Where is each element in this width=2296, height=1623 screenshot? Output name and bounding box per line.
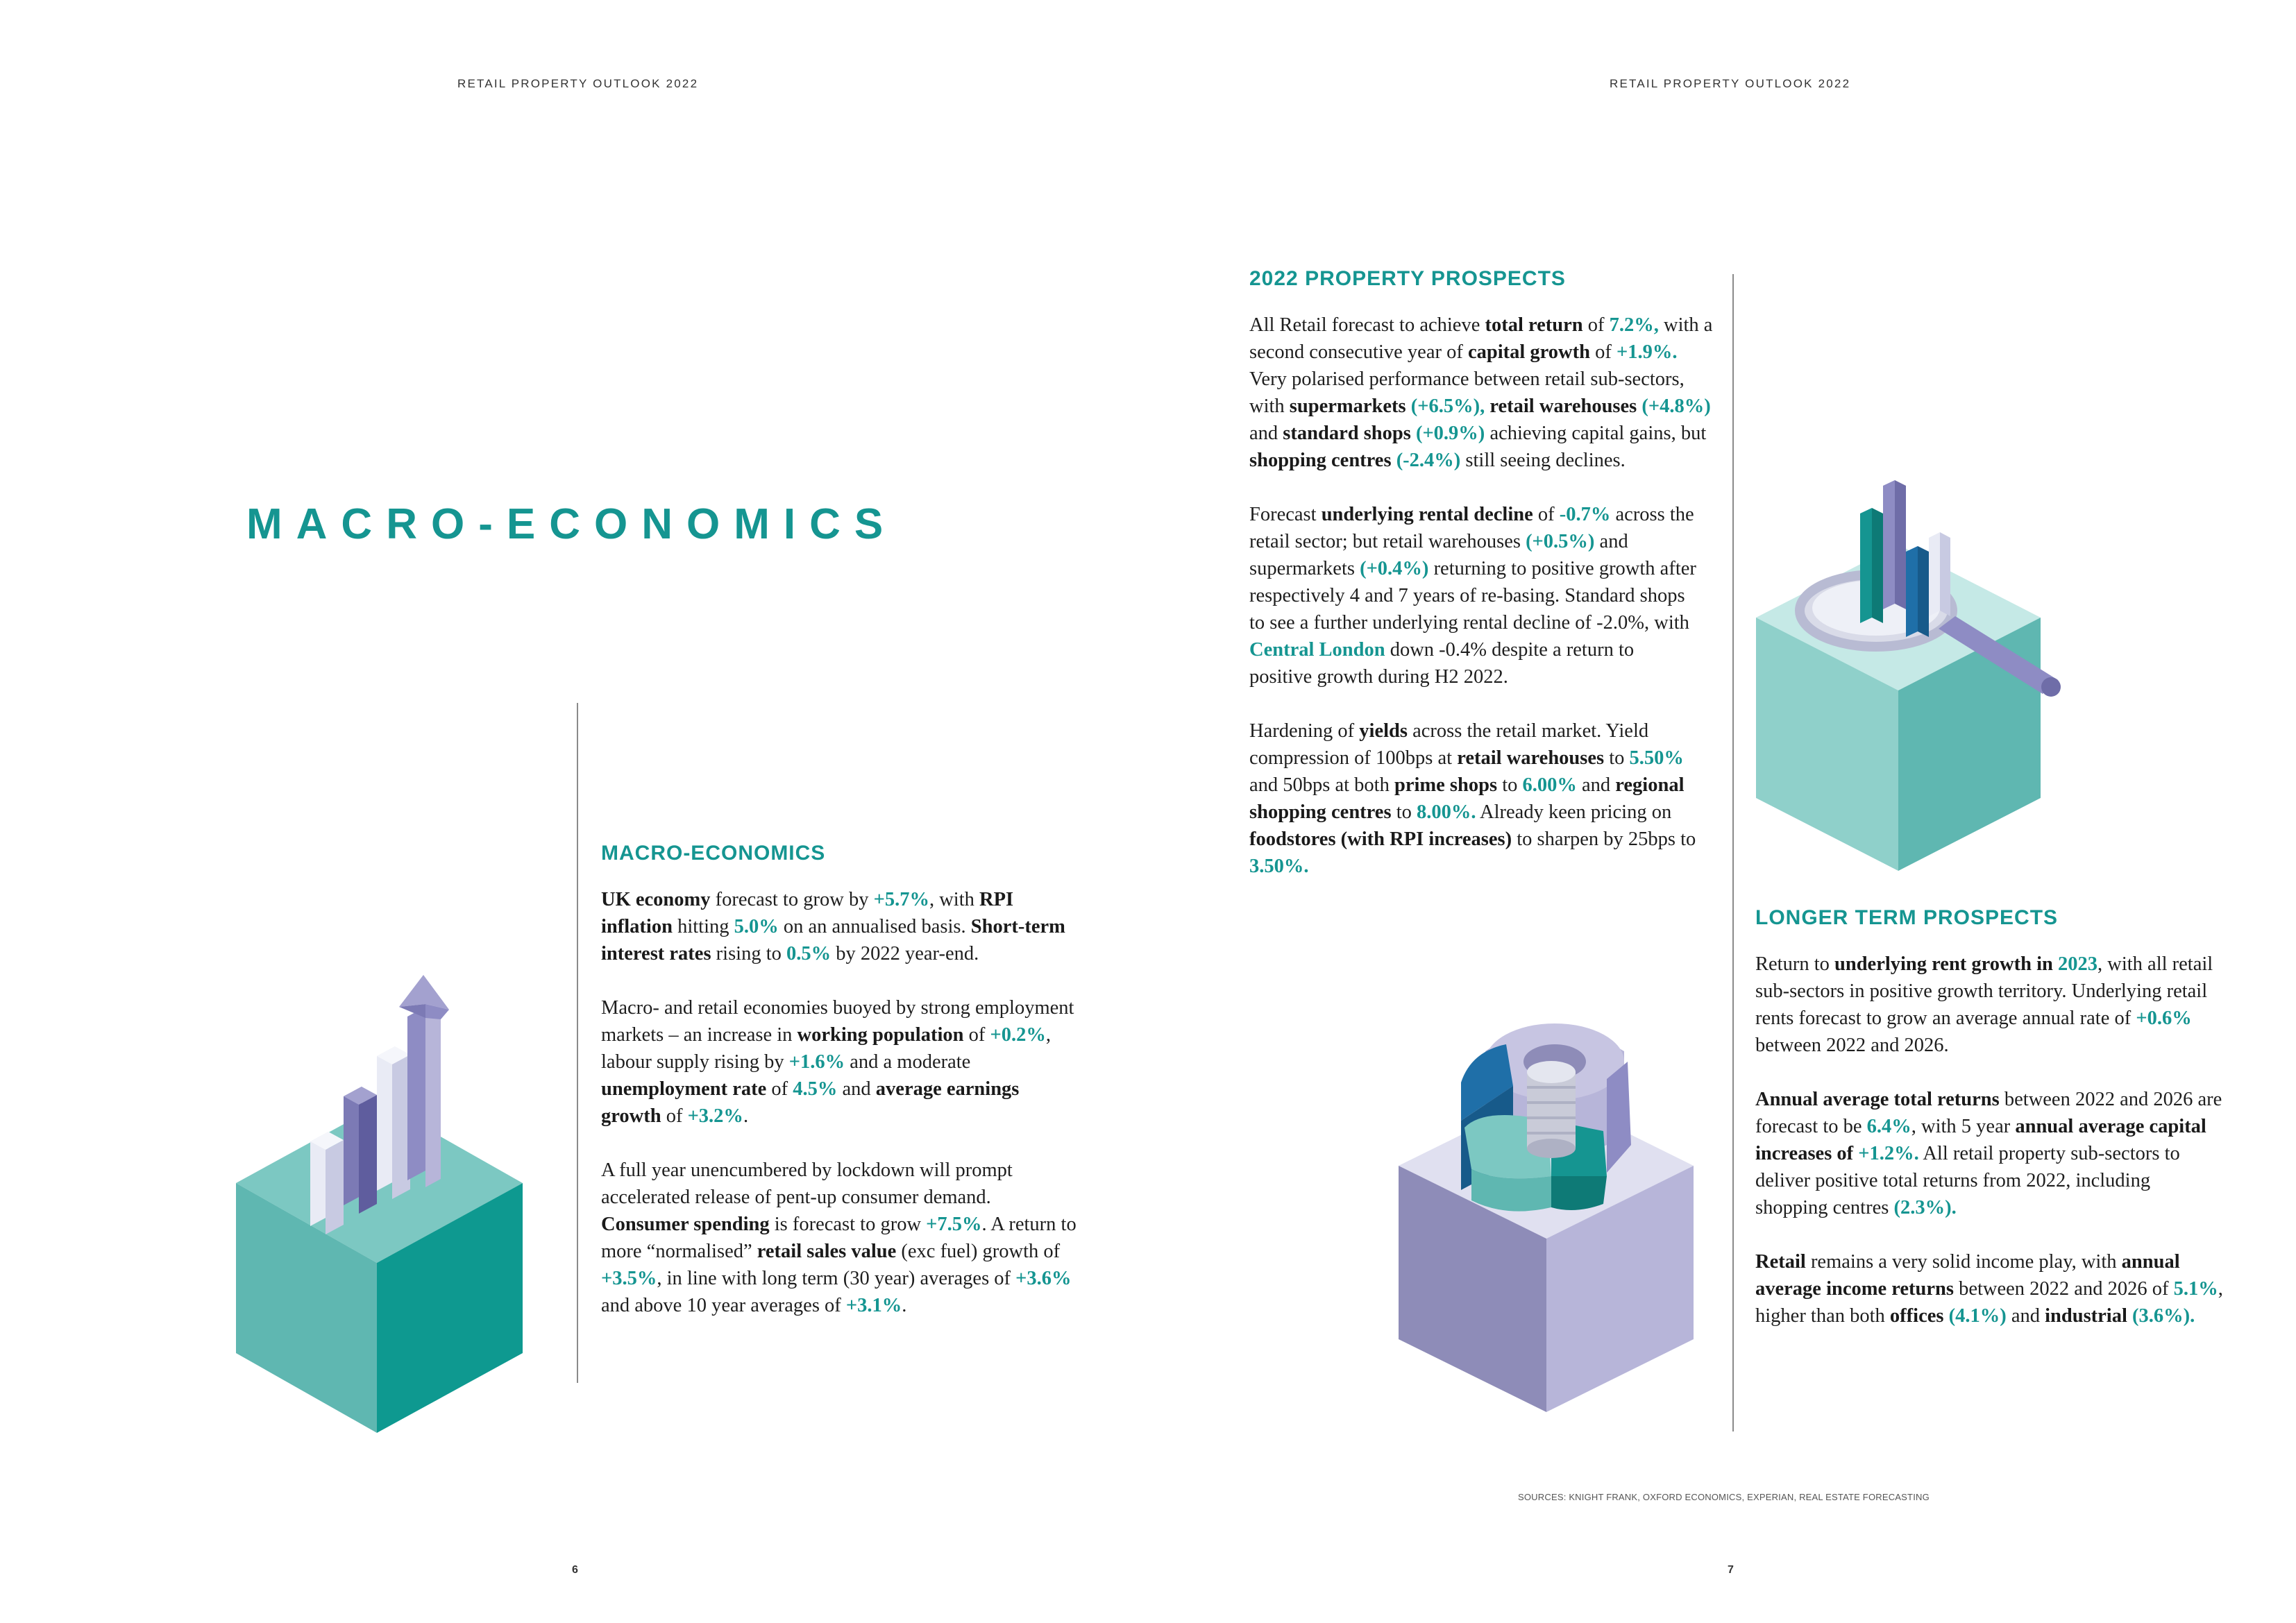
section-heading-prospects: 2022 PROPERTY PROSPECTS: [1249, 267, 1566, 290]
bar-chart-cube-illustration: [233, 975, 524, 1436]
page-number-left: 6: [572, 1564, 578, 1576]
longer-term-paragraph-2: Annual average total returns between 2022 and 2026 are forecast to be 6.4%, with 5 year annual average capital increases of +1.2%. All retail property sub-sectors to deliver positive total returns from 2022, including shopping centres (2.3%).: [1755, 1089, 2222, 1218]
page-number-right: 7: [1728, 1564, 1734, 1576]
running-head-left: RETAIL PROPERTY OUTLOOK 2022: [457, 77, 699, 90]
sources-note: SOURCES: KNIGHT FRANK, OXFORD ECONOMICS, EXPERIAN, REAL ESTATE FORECASTING: [1518, 1492, 1930, 1502]
macro-paragraph-2: Macro- and retail economies buoyed by strong employment markets – an increase in working population of +0.2%, labour supply rising by +1.6% and a moderate unemployment rate of 4.5% and average earnings growth of +3.2%.: [601, 997, 1074, 1127]
prospects-paragraph-1: All Retail forecast to achieve total return of 7.2%, with a second consecutive year of capital growth of +1.9%. Very polarised performance between retail sub-sectors, with supermarkets (+6.5%), retail warehouses (+4.8%) and standard shops (+0.9%) achieving capital gains, but shopping centres (-2.4%) still seeing declines.: [1249, 314, 1713, 471]
running-head-right: RETAIL PROPERTY OUTLOOK 2022: [1610, 77, 1851, 90]
section-heading-macro: MACRO-ECONOMICS: [601, 842, 826, 865]
coin-pie-cube-illustration: [1395, 1010, 1700, 1416]
prospects-paragraph-2: Forecast underlying rental decline of -0.7% across the retail sector; but retail warehouses (+0.5%) and supermarkets (+0.4%) returning to positive growth after respectively 4 and 7 years of re-basing. Standard shops to see a further underlying rental decline of -2.0%, with Central London down -0.4% despite a return to positive growth during H2 2022.: [1249, 504, 1696, 688]
longer-term-paragraph-1: Return to underlying rent growth in 2023, with all retail sub-sectors in positive growth territory. Underlying retail rents forecast to grow an average annual rate of +0.6% between 2022 and 2026.: [1755, 953, 2213, 1056]
column-divider-right: [1732, 274, 1734, 1431]
property-prospects-section: [1249, 267, 1714, 907]
macro-economics-section: [601, 842, 1080, 1346]
macro-paragraph-3: A full year unencumbered by lockdown will prompt accelerated release of pent-up consumer demand. Consumer spending is forecast to grow +7.5%. A return to more “normalised” retail sales value (exc fuel) growth of +3.5%, in line with long term (30 year) averages of +3.6% and above 10 year averages of +3.1%.: [601, 1159, 1077, 1316]
longer-term-paragraph-3: Retail remains a very solid income play, with annual average income returns between 2022 and 2026 of 5.1%, higher than both offices (4.1%) and industrial (3.6%).: [1755, 1251, 2223, 1327]
column-divider-left: [577, 703, 578, 1383]
prospects-paragraph-3: Hardening of yields across the retail market. Yield compression of 100bps at retail warehouses to 5.50% and 50bps at both prime shops to 6.00% and regional shopping centres to 8.00%. Already keen pricing on foodstores (with RPI increases) to sharpen by 25bps to 3.50%.: [1249, 720, 1696, 877]
macro-paragraph-1: UK economy forecast to grow by +5.7%, with RPI inflation hitting 5.0% on an annualised basis. Short-term interest rates rising to 0.5% by 2022 year-end.: [601, 889, 1065, 965]
magnifier-chart-cube-illustration: [1753, 472, 2065, 874]
section-heading-longer-term: LONGER TERM PROSPECTS: [1755, 906, 2059, 929]
page-title: MACRO-ECONOMICS: [246, 500, 897, 548]
longer-term-section: [1755, 906, 2227, 1357]
